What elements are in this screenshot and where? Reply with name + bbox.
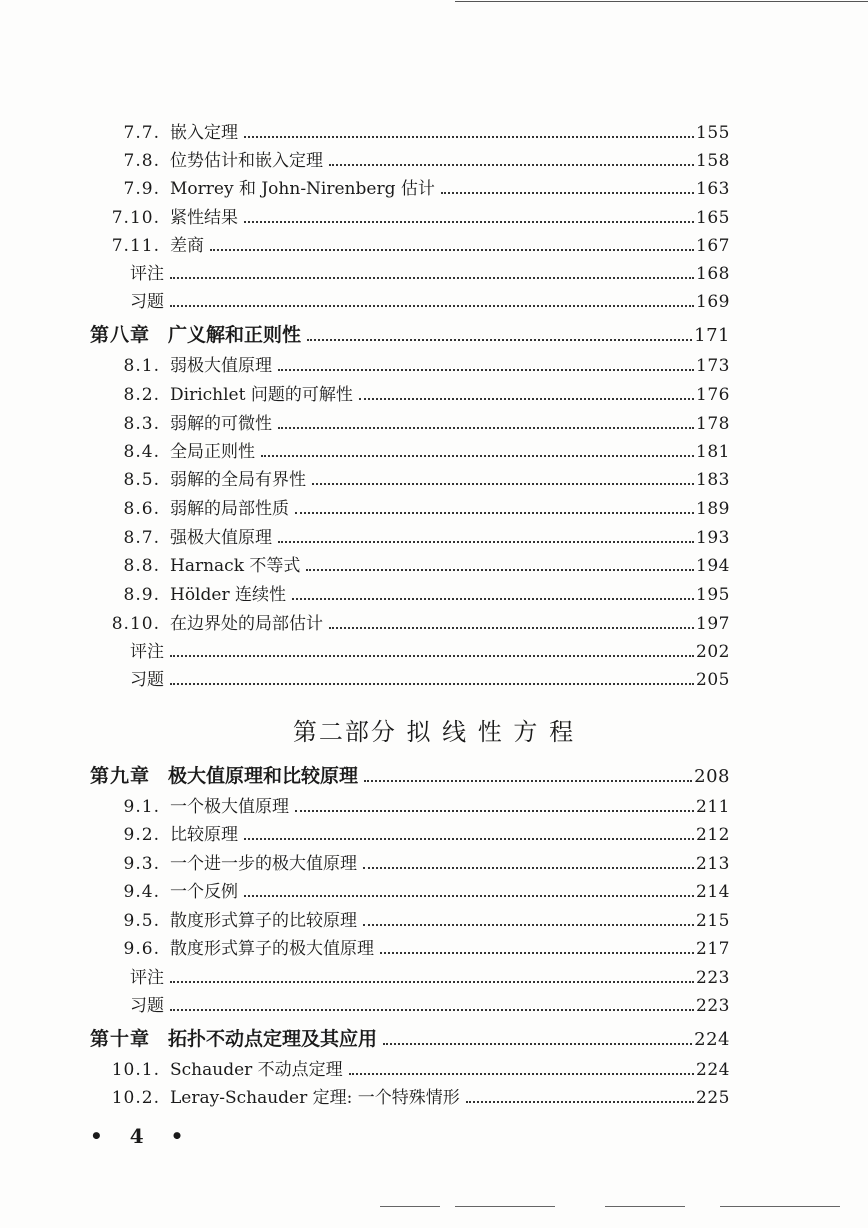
section-number: 8.2. <box>123 385 160 405</box>
page-number: 194 <box>696 556 730 576</box>
dot-leader <box>363 924 694 926</box>
page-number: 195 <box>696 585 730 605</box>
toc-entry-8-1[interactable] <box>0 351 730 379</box>
page-number: 173 <box>696 356 730 376</box>
page-number: 223 <box>696 996 730 1016</box>
dot-leader <box>244 221 694 223</box>
section-number: 8.4. <box>123 442 160 462</box>
dot-leader <box>244 838 694 840</box>
section-number: 8.8. <box>123 556 160 576</box>
dot-leader <box>278 369 694 371</box>
page-number: 224 <box>694 1029 730 1050</box>
section-title: Morrey 和 John-Nirenberg 估计 <box>170 179 435 199</box>
dot-leader <box>261 455 694 457</box>
dot-leader <box>292 598 694 600</box>
toc-entry-8-10[interactable] <box>0 609 730 637</box>
dot-leader <box>312 483 694 485</box>
toc-chapter-8[interactable] <box>90 320 730 348</box>
toc-entry-8-8[interactable] <box>0 551 730 579</box>
page-number: 189 <box>696 499 730 519</box>
page-footer-number: • 4 • <box>90 1124 194 1148</box>
chapter-number: 第八章 <box>90 324 151 346</box>
section-title: 散度形式算子的比较原理 <box>170 911 357 931</box>
section-number: 9.5. <box>123 911 160 931</box>
toc-entry-10-2[interactable] <box>0 1083 730 1111</box>
page-number: 205 <box>696 670 730 690</box>
section-title: 弱解的可微性 <box>170 414 272 434</box>
toc-entry-8-7[interactable] <box>0 523 730 551</box>
section-number: 8.9. <box>123 585 160 605</box>
dot-leader <box>363 867 694 869</box>
dot-leader <box>295 810 694 812</box>
toc-entry-7-9[interactable] <box>0 174 730 202</box>
section-title: 强极大值原理 <box>170 528 272 548</box>
page-number: 208 <box>694 766 730 787</box>
toc-entry-9-1[interactable] <box>0 792 730 820</box>
toc-entry-remarks-9[interactable] <box>130 963 730 991</box>
chapter-title: 广义解和正则性 <box>168 324 302 346</box>
toc-entry-exercises-8[interactable] <box>130 665 730 693</box>
page-number: 213 <box>696 854 730 874</box>
bottom-edge-mark <box>380 1206 440 1207</box>
toc-entry-exercises-9[interactable] <box>130 991 730 1019</box>
toc-entry-10-1[interactable] <box>0 1055 730 1083</box>
section-number: 8.5. <box>123 470 160 490</box>
section-number: 9.3. <box>123 854 160 874</box>
dot-leader <box>170 277 694 279</box>
bottom-edge-mark <box>455 1206 555 1207</box>
section-number: 7.8. <box>123 151 160 171</box>
dot-leader <box>359 398 694 400</box>
entry-title: 习题 <box>130 996 164 1016</box>
entry-title: 评注 <box>130 642 164 662</box>
section-title: 全局正则性 <box>170 442 255 462</box>
section-number: 7.9. <box>123 179 160 199</box>
dot-leader <box>170 305 694 307</box>
section-title: 散度形式算子的极大值原理 <box>170 939 374 959</box>
bottom-edge-mark <box>605 1206 685 1207</box>
section-number: 8.6. <box>123 499 160 519</box>
page-number: 155 <box>696 123 730 143</box>
page-number: 217 <box>696 939 730 959</box>
section-number: 8.1. <box>123 356 160 376</box>
top-edge-line <box>455 1 868 2</box>
dot-leader <box>170 981 694 983</box>
page-number: 181 <box>696 442 730 462</box>
toc-entry-9-3[interactable] <box>0 849 730 877</box>
dot-leader <box>170 683 694 685</box>
dot-leader <box>380 952 694 954</box>
section-number: 9.1. <box>123 797 160 817</box>
toc-entry-9-4[interactable] <box>0 877 730 905</box>
section-number: 10.2. <box>111 1088 160 1108</box>
section-title: 紧性结果 <box>170 208 238 228</box>
page-number: 167 <box>696 236 730 256</box>
section-title: 一个进一步的极大值原理 <box>170 854 357 874</box>
section-title: 一个极大值原理 <box>170 797 289 817</box>
toc-entry-9-2[interactable] <box>0 820 730 848</box>
section-title: Hölder 连续性 <box>170 585 286 605</box>
page-number: 214 <box>696 882 730 902</box>
dot-leader <box>295 512 694 514</box>
dot-leader <box>244 895 694 897</box>
entry-title: 评注 <box>130 264 164 284</box>
chapter-title: 拓扑不动点定理及其应用 <box>168 1028 378 1050</box>
page-number: 171 <box>694 325 730 346</box>
page-number: 197 <box>696 614 730 634</box>
dot-leader <box>383 1043 692 1045</box>
toc-entry-9-6[interactable] <box>0 934 730 962</box>
chapter-number: 第九章 <box>90 765 151 787</box>
page-number: 165 <box>696 208 730 228</box>
toc-entry-7-11[interactable] <box>0 231 730 259</box>
section-number: 8.3. <box>123 414 160 434</box>
page-number: 212 <box>696 825 730 845</box>
page-number: 163 <box>696 179 730 199</box>
toc-entry-remarks-7[interactable] <box>130 259 730 287</box>
section-number: 7.10. <box>111 208 160 228</box>
dot-leader <box>307 339 692 341</box>
dot-leader <box>278 541 694 543</box>
page-number: 183 <box>696 470 730 490</box>
section-title: Harnack 不等式 <box>170 556 301 576</box>
toc-entry-8-3[interactable] <box>0 409 730 437</box>
section-title: 弱解的全局有界性 <box>170 470 306 490</box>
section-title: 比较原理 <box>170 825 238 845</box>
toc-entry-8-5[interactable] <box>0 465 730 493</box>
toc-entry-8-6[interactable] <box>0 494 730 522</box>
dot-leader <box>364 780 692 782</box>
section-title: 差商 <box>170 236 204 256</box>
toc-entry-9-5[interactable] <box>0 906 730 934</box>
page-number: 223 <box>696 968 730 988</box>
section-title: 在边界处的局部估计 <box>170 614 323 634</box>
section-number: 8.10. <box>111 614 160 634</box>
section-number: 8.7. <box>123 528 160 548</box>
chapter-title: 极大值原理和比较原理 <box>168 765 359 787</box>
dot-leader <box>210 249 694 251</box>
section-title: 一个反例 <box>170 882 238 902</box>
dot-leader <box>278 427 694 429</box>
dot-leader <box>466 1101 694 1103</box>
page-number: 211 <box>696 797 730 817</box>
toc-entry-7-7[interactable] <box>0 118 730 146</box>
bottom-edge-mark <box>720 1206 840 1207</box>
dot-leader <box>441 192 694 194</box>
toc-entry-remarks-8[interactable] <box>130 637 730 665</box>
page-number: 168 <box>696 264 730 284</box>
section-title: 嵌入定理 <box>170 123 238 143</box>
section-number: 9.6. <box>123 939 160 959</box>
part-heading: 第二部分 拟 线 性 方 程 <box>292 718 576 746</box>
section-number: 7.7. <box>123 123 160 143</box>
section-number: 10.1. <box>111 1060 160 1080</box>
section-title: Schauder 不动点定理 <box>170 1060 343 1080</box>
toc-entry-8-4[interactable] <box>0 437 730 465</box>
chapter-number: 第十章 <box>90 1028 151 1050</box>
section-number: 7.11. <box>111 236 160 256</box>
dot-leader <box>244 136 694 138</box>
dot-leader <box>349 1073 694 1075</box>
page-number: 224 <box>696 1060 730 1080</box>
dot-leader <box>170 655 694 657</box>
page-number: 202 <box>696 642 730 662</box>
dot-leader <box>329 164 694 166</box>
page-number: 215 <box>696 911 730 931</box>
entry-title: 习题 <box>130 670 164 690</box>
section-title: Leray-Schauder 定理: 一个特殊情形 <box>170 1088 460 1108</box>
toc-entry-7-8[interactable] <box>0 146 730 174</box>
toc-chapter-9[interactable] <box>90 761 730 789</box>
dot-leader <box>170 1009 694 1011</box>
page-number: 178 <box>696 414 730 434</box>
toc-entry-8-2[interactable] <box>0 380 730 408</box>
toc-chapter-10[interactable] <box>90 1024 730 1052</box>
dot-leader <box>306 569 694 571</box>
page-number: 225 <box>696 1088 730 1108</box>
toc-entry-exercises-7[interactable] <box>130 287 730 315</box>
section-title: 位势估计和嵌入定理 <box>170 151 323 171</box>
toc-entry-8-9[interactable] <box>0 580 730 608</box>
entry-title: 习题 <box>130 292 164 312</box>
section-title: Dirichlet 问题的可解性 <box>170 385 353 405</box>
dot-leader <box>329 627 694 629</box>
toc-entry-7-10[interactable] <box>0 203 730 231</box>
section-number: 9.4. <box>123 882 160 902</box>
page-number: 176 <box>696 385 730 405</box>
section-title: 弱极大值原理 <box>170 356 272 376</box>
page-number: 169 <box>696 292 730 312</box>
entry-title: 评注 <box>130 968 164 988</box>
page-number: 193 <box>696 528 730 548</box>
section-number: 9.2. <box>123 825 160 845</box>
page-number: 158 <box>696 151 730 171</box>
section-title: 弱解的局部性质 <box>170 499 289 519</box>
